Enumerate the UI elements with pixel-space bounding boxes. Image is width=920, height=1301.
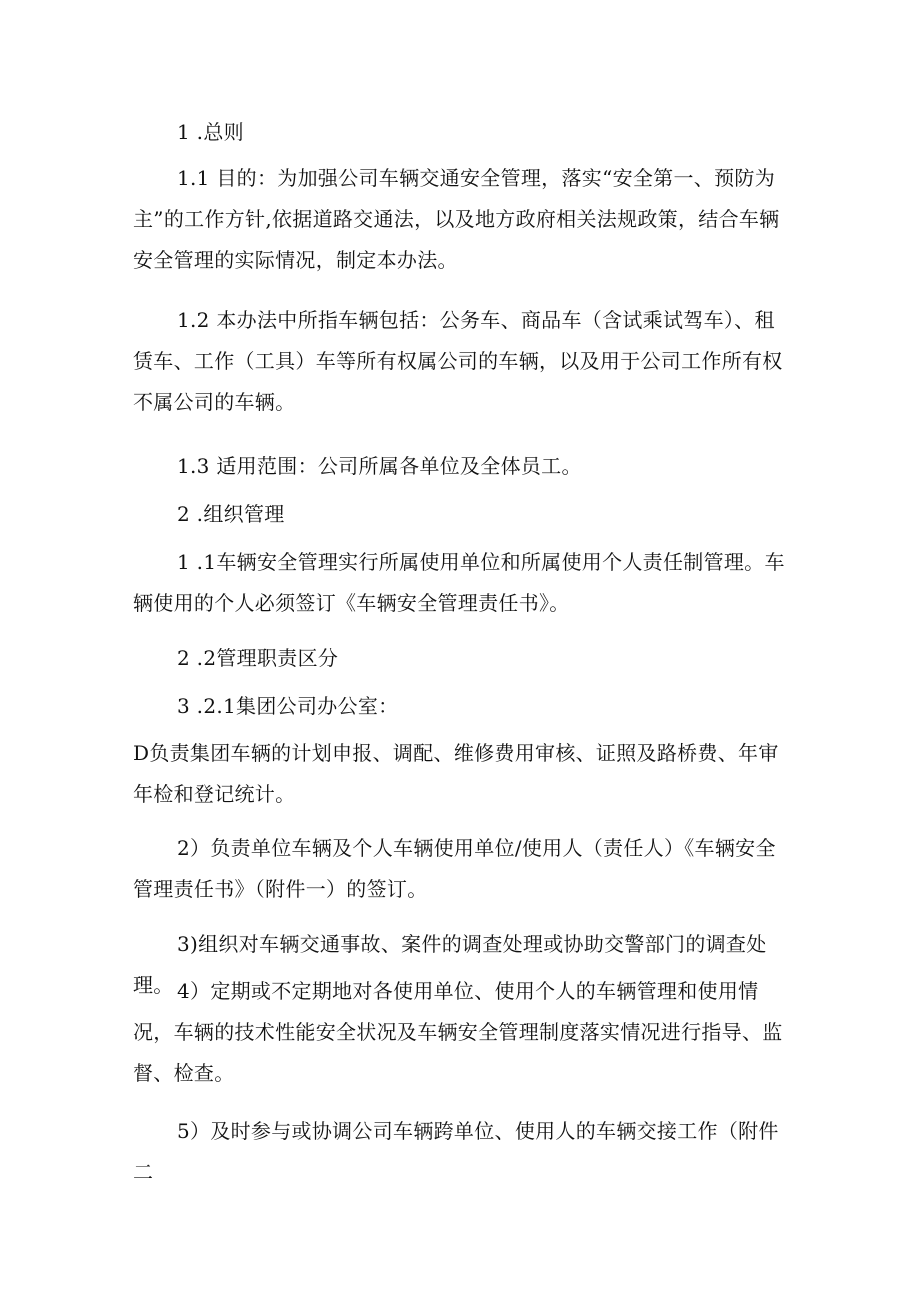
subheading-duty-division: 2 .2管理职责区分 — [177, 646, 339, 670]
paragraph-applicable-range: 1.3 适用范围：公司所属各单位及全体员工。 — [177, 454, 582, 478]
list-item-5: 5）及时参与或协调公司车辆跨单位、使用人的车辆交接工作（附件二 — [133, 1119, 779, 1184]
subheading-group-office: 3 .2.1集团公司办公室： — [177, 694, 399, 718]
paragraph-responsibility-system: 1 .1车辆安全管理实行所属使用单位和所属使用个人责任制管理。车辆使用的个人必须签订《车辆安全管理责任书》。 — [133, 550, 785, 615]
list-item-1: D负责集团车辆的计划申报、调配、维修费用审核、证照及路桥费、年审年检和登记统计。 — [133, 741, 779, 806]
section-heading-organization: 2 .组织管理 — [177, 502, 285, 526]
paragraph-purpose: 1.1 目的：为加强公司车辆交通安全管理，落实“安全第一、预防为主”的工作方针,依据道路交通法，以及地方政府相关法规政策，结合车辆安全管理的实际情况，制定本办法。 — [133, 166, 780, 272]
paragraph-vehicle-scope: 1.2 本办法中所指车辆包括：公务车、商品车（含试乘试驾车）、租赁车、工作（工具）车等所有权属公司的车辆，以及用于公司工作所有权不属公司的车辆。 — [133, 308, 783, 414]
list-item-4: 4）定期或不定期地对各使用单位、使用个人的车辆管理和使用情况，车辆的技术性能安全状况及车辆安全管理制度落实情况进行指导、监督、检查。 — [133, 979, 783, 1085]
list-item-3: 3)组织对车辆交通事故、案件的调查处理或协助交警部门的调查处理。 — [133, 932, 767, 997]
section-heading-general: 1 .总则 — [177, 120, 244, 144]
list-item-2: 2）负责单位车辆及个人车辆使用单位/使用人（责任人）《车辆安全管理责任书》（附件一）的签订。 — [133, 836, 776, 901]
